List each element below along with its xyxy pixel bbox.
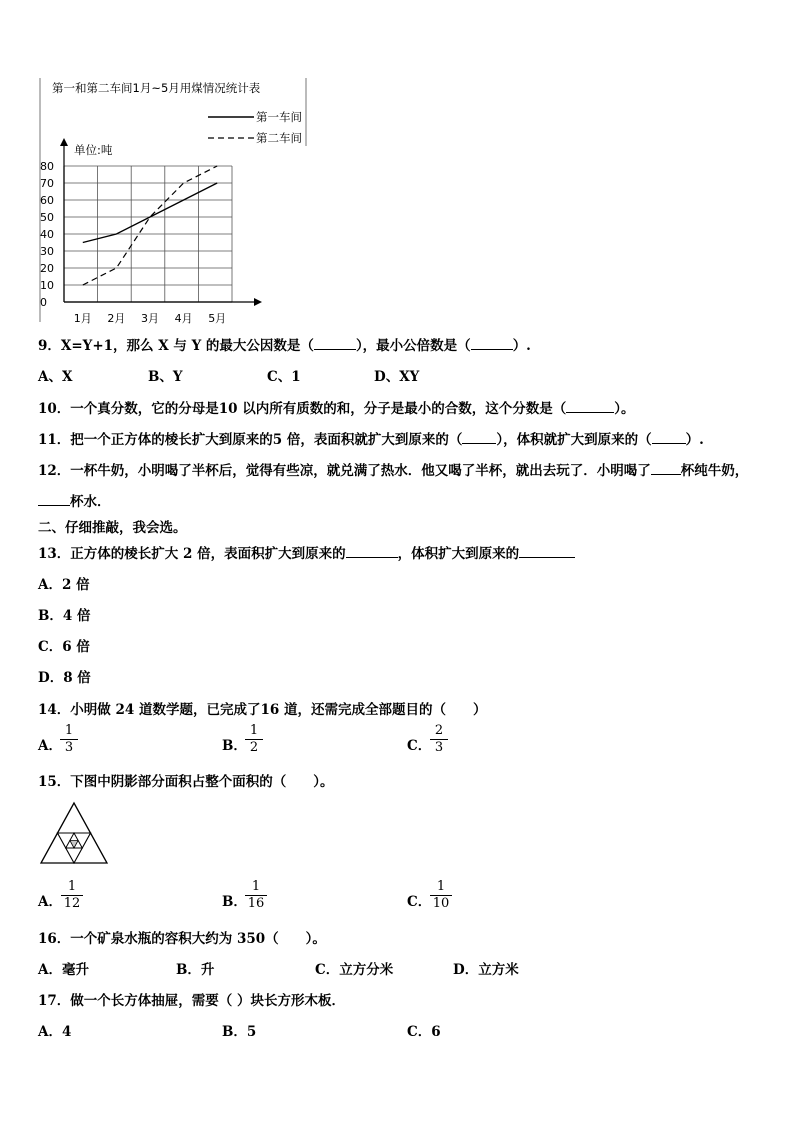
legend-label-series-1: 第一车间	[256, 110, 302, 124]
q14-option-b[interactable]	[222, 734, 247, 754]
question-12-line-2	[38, 490, 111, 510]
y-tick-label: 60	[40, 194, 54, 207]
q10-text: 10．一个真分数，它的分母是10 以内所有质数的和，分子是最小的合数，这个分数是（	[38, 401, 567, 417]
y-tick-label: 30	[40, 245, 54, 258]
q9-blank-1[interactable]	[314, 349, 356, 350]
denominator: 12	[63, 896, 81, 911]
q15-option-a[interactable]	[38, 890, 62, 910]
q13-option-c[interactable]: C．6 倍	[38, 639, 90, 655]
q9-blank-2[interactable]	[471, 349, 513, 350]
numerator: 1	[245, 723, 263, 740]
q9-option-d[interactable]: D、XY	[374, 369, 420, 385]
section-2-heading: 二、仔细推敲，我会选。	[38, 520, 187, 536]
q9-mid: ），最小公倍数是（	[355, 338, 471, 354]
q13-blank-2[interactable]	[519, 557, 575, 558]
numerator: 1	[430, 879, 452, 896]
q12-text: 12．一杯牛奶，小明喝了半杯后，觉得有些凉，就兑满了热水．他又喝了半杯，就出去玩了．小明喝了	[38, 463, 651, 479]
q15-option-a-fraction	[61, 879, 83, 912]
q15-option-b[interactable]	[222, 890, 247, 910]
denominator: 3	[434, 740, 444, 755]
x-tick-label: 3月	[141, 312, 159, 325]
q15-option-c[interactable]	[407, 890, 431, 910]
numerator: 2	[430, 723, 448, 740]
x-tick-label: 1月	[73, 312, 92, 325]
chart-title: 第一和第二车间1月~5月用煤情况统计表	[52, 81, 261, 95]
shaded-triangle-figure	[38, 800, 110, 866]
q11-mid: ），体积就扩大到原来的（	[496, 432, 652, 448]
q13-option-d[interactable]: D．8 倍	[38, 670, 91, 686]
q12-blank-1[interactable]	[651, 474, 681, 475]
x-axis-arrow-icon	[254, 298, 262, 306]
q15-option-a-label: A．	[38, 894, 62, 910]
x-tick-label: 2月	[107, 312, 126, 325]
q17-option-a[interactable]: A．4	[38, 1024, 72, 1040]
q13-option-b[interactable]: B．4 倍	[38, 608, 91, 624]
q17-option-c[interactable]: C．6	[407, 1024, 441, 1040]
q13-text: 13．正方体的棱长扩大 2 倍，表面积扩大到原来的	[38, 546, 346, 562]
q9-option-b[interactable]: B、Y	[148, 369, 183, 385]
chart-grid	[60, 138, 262, 306]
series-line-1	[83, 183, 217, 243]
denominator: 16	[247, 896, 265, 911]
question-13	[38, 542, 575, 562]
q12-mid: 杯纯牛奶，	[680, 463, 749, 479]
q11-blank-2[interactable]	[652, 443, 686, 444]
numerator: 1	[60, 723, 78, 740]
q10-blank[interactable]	[566, 412, 614, 413]
q9-text: 9．X=Y+1，那么 X 与 Y 的最大公因数是（	[38, 338, 314, 354]
q9-option-a[interactable]: A、X	[38, 369, 73, 385]
question-14: 14．小明做 24 道数学题，已完成了16 道，还需完成全部题目的（ ）	[38, 702, 487, 718]
q11-end: ）.	[685, 432, 704, 448]
question-16: 16．一个矿泉水瓶的容积大约为 350（ ）。	[38, 931, 326, 947]
q14-option-a-fraction	[60, 723, 78, 756]
q14-option-a-label: A．	[38, 738, 62, 754]
series-line-2	[83, 166, 217, 285]
q15-option-b-fraction	[245, 879, 267, 912]
q9-option-c[interactable]: C、1	[267, 369, 301, 385]
q12-blank-2[interactable]	[38, 505, 70, 506]
q12-line2: 杯水．	[70, 494, 111, 510]
y-tick-label: 50	[40, 211, 54, 224]
denominator: 2	[249, 740, 259, 755]
y-tick-labels	[40, 160, 54, 309]
q16-option-c[interactable]: C．立方分米	[315, 962, 394, 978]
question-15: 15．下图中阴影部分面积占整个面积的（ ）。	[38, 774, 334, 790]
q14-option-b-fraction	[245, 723, 263, 756]
q16-option-b[interactable]: B．升	[176, 962, 215, 978]
q15-option-c-label: C．	[407, 894, 432, 910]
q15-option-b-label: B．	[222, 894, 247, 910]
x-tick-label: 4月	[174, 312, 193, 325]
q13-option-a[interactable]: A．2 倍	[38, 577, 90, 593]
denominator: 3	[64, 740, 74, 755]
shaded-region	[70, 841, 78, 849]
q11-blank-1[interactable]	[462, 443, 496, 444]
q16-option-a[interactable]: A．毫升	[38, 962, 89, 978]
chart-series	[83, 166, 217, 285]
y-tick-label: 10	[40, 279, 54, 292]
q13-mid: ，体积扩大到原来的	[397, 546, 520, 562]
y-tick-label: 70	[40, 177, 54, 190]
q14-option-c-label: C．	[407, 738, 432, 754]
numerator: 1	[245, 879, 267, 896]
q13-blank-1[interactable]	[346, 557, 398, 558]
question-9	[38, 334, 531, 354]
q10-end: ）。	[614, 401, 635, 417]
q14-option-b-label: B．	[222, 738, 247, 754]
q11-text: 11．把一个正方体的棱长扩大到原来的5 倍，表面积就扩大到原来的（	[38, 432, 463, 448]
q14-option-c[interactable]	[407, 734, 431, 754]
q9-end: ）.	[512, 338, 531, 354]
y-axis-arrow-icon	[60, 138, 68, 146]
unit-label: 单位:吨	[74, 143, 113, 157]
question-12	[38, 459, 748, 479]
q15-option-c-fraction	[430, 879, 452, 912]
y-tick-label: 0	[40, 296, 47, 309]
q14-option-c-fraction	[430, 723, 448, 756]
question-17: 17．做一个长方体抽屉，需要（ ）块长方形木板．	[38, 993, 345, 1009]
q14-option-a[interactable]	[38, 734, 62, 754]
x-tick-label: 5月	[208, 312, 227, 325]
question-11	[38, 428, 704, 448]
coal-usage-line-chart	[36, 76, 316, 326]
denominator: 10	[432, 896, 450, 911]
question-10	[38, 397, 635, 417]
y-tick-label: 80	[40, 160, 54, 173]
y-tick-label: 40	[40, 228, 54, 241]
q17-option-b[interactable]: B．5	[222, 1024, 257, 1040]
q16-option-d[interactable]: D．立方米	[453, 962, 519, 978]
legend-label-series-2: 第二车间	[256, 131, 302, 145]
y-tick-label: 20	[40, 262, 54, 275]
x-tick-labels	[74, 312, 226, 325]
numerator: 1	[61, 879, 83, 896]
